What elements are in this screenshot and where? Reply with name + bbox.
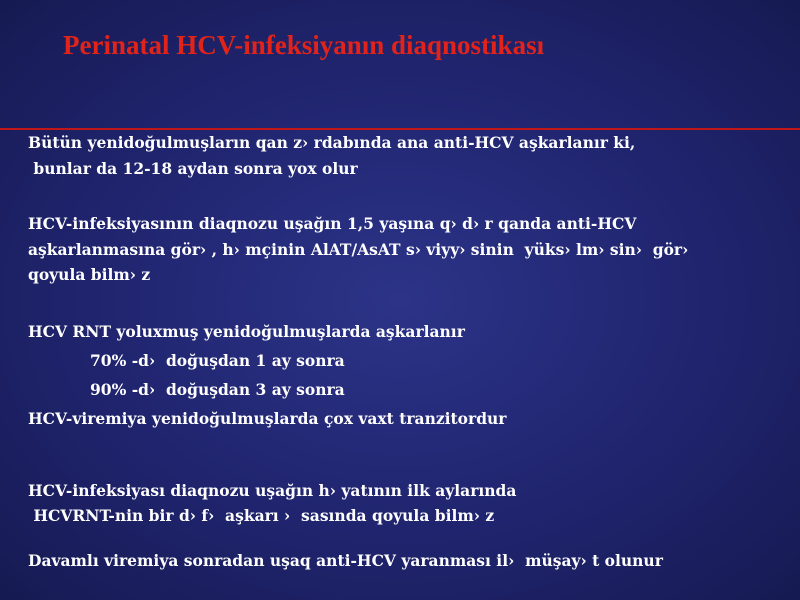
text-line: HCV-viremiya yenidoğulmuşlarda çox vaxt tranzitordur — [28, 409, 507, 428]
text-line: HCV-infeksiyasının diaqnozu uşağın 1,5 yaşına q› d› r qanda anti-HCV — [28, 214, 637, 233]
indented-line: 70% -d› doğuşdan 1 ay sonra — [90, 351, 345, 370]
text-line: Davamlı viremiya sonradan uşaq anti-HCV yaranması il› müşay› t olunur — [28, 551, 663, 570]
text-line: aşkarlanmasına gör› , h› mçinin AlAT/AsAT s› viyy› sinin yüks› lm› sin› gör› — [28, 240, 689, 259]
text-line: HCVRNT-nin bir d› f› aşkarı › sasında qoyula bilm› z — [28, 506, 495, 525]
text-line: qoyula bilm› z — [28, 265, 151, 284]
text-line: bunlar da 12-18 aydan sonra yox olur — [28, 159, 358, 178]
text-line: HCV RNT yoluxmuş yenidoğulmuşlarda aşkarlanır — [28, 322, 465, 341]
slide-title: Perinatal HCV-infeksiyanın diaqnostikası — [63, 30, 545, 60]
title-divider — [0, 128, 800, 130]
text-line: Bütün yenidoğulmuşların qan z› rdabında ana anti-HCV aşkarlanır ki, — [28, 133, 636, 152]
text-line: HCV-infeksiyası diaqnozu uşağın h› yatının ilk aylarında — [28, 481, 517, 500]
indented-line: 90% -d› doğuşdan 3 ay sonra — [90, 380, 345, 399]
